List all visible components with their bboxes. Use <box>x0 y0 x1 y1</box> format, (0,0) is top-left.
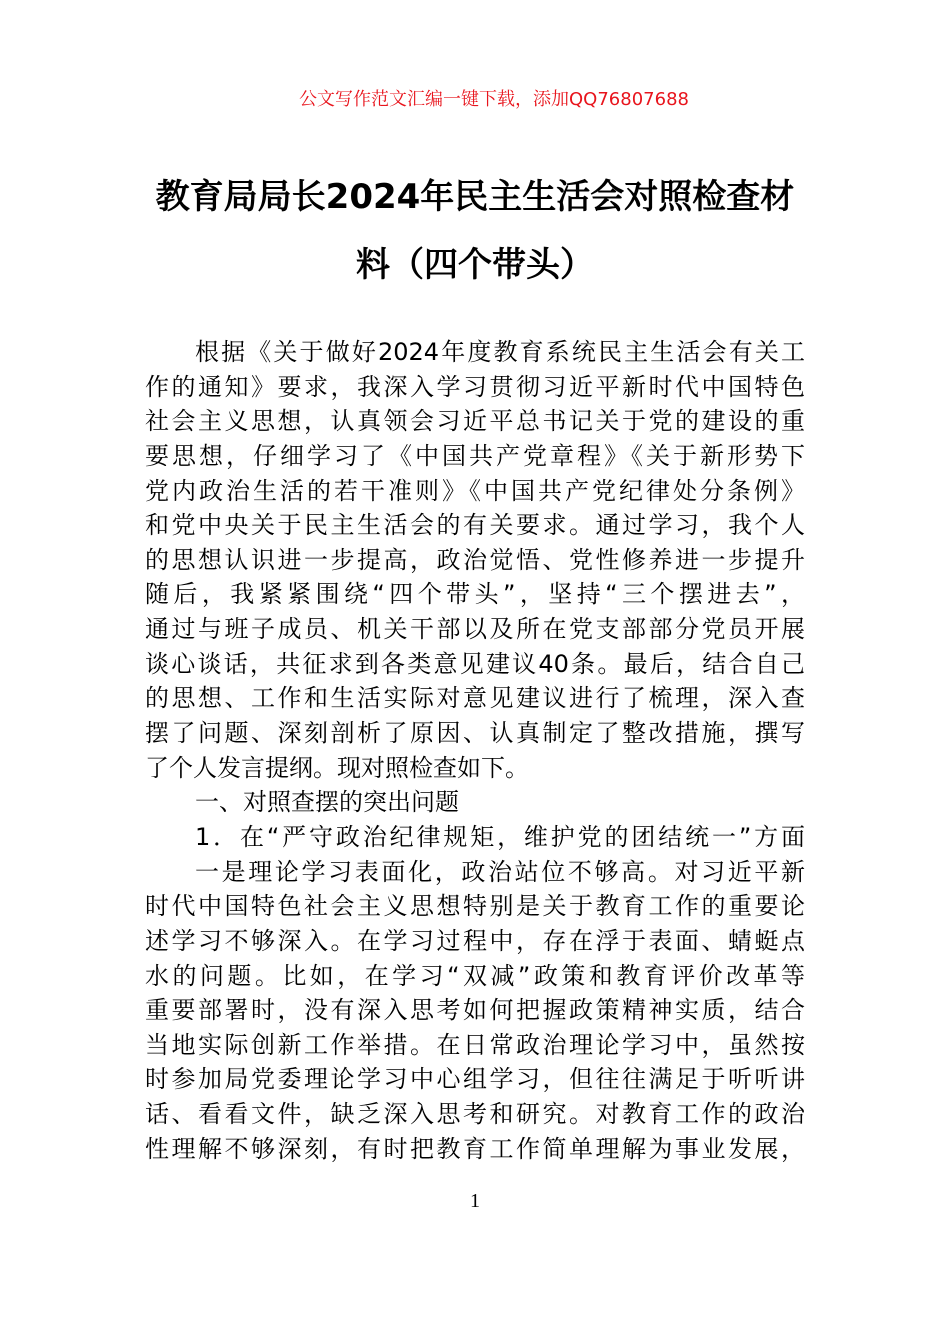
title-line-1: 教育局局长2024年民主生活会对照检查材 <box>155 177 795 217</box>
document-title <box>140 163 810 299</box>
text-line: 的思想认识进一步提高，政治觉悟、党性修养进一步提升 <box>145 545 805 574</box>
title-line-2: 料（四个带头） <box>356 245 594 285</box>
text-line: 一是理论学习表面化，政治站位不够高。对习近平新 <box>195 857 805 886</box>
text-line: 作的通知》要求，我深入学习贯彻习近平新时代中国特色 <box>145 372 805 401</box>
text-line: 党内政治生活的若干准则》《中国共产党纪律处分条例》 <box>145 476 805 505</box>
page-number: 1 <box>470 1190 480 1212</box>
text-line: 性理解不够深刻，有时把教育工作简单理解为事业发展， <box>145 1134 805 1163</box>
text-line: 话、看看文件，缺乏深入思考和研究。对教育工作的政治 <box>145 1100 805 1129</box>
text-line: 社会主义思想，认真领会习近平总书记关于党的建设的重 <box>145 407 805 436</box>
text-line: 重要部署时，没有深入思考如何把握政策精神实质，结合 <box>145 996 805 1025</box>
text-line: 随后，我紧紧围绕“四个带头”，坚持“三个摆进去”， <box>145 580 805 609</box>
text-line: 摆了问题、深刻剖析了原因、认真制定了整改措施，撰写 <box>145 719 805 748</box>
download-notice: 公文写作范文汇编一键下载，添加QQ76807688 <box>299 89 689 110</box>
text-line: 水的问题。比如，在学习“双减”政策和教育评价改革等 <box>145 961 805 990</box>
text-line: 谈心谈话，共征求到各类意见建议40条。最后，结合自己 <box>145 649 805 678</box>
document-body <box>145 335 805 1166</box>
text-line: 时参加局党委理论学习中心组学习，但往往满足于听听讲 <box>145 1065 805 1094</box>
text-line: 当地实际创新工作举措。在日常政治理论学习中，虽然按 <box>145 1030 805 1059</box>
text-line: 一、对照查摆的突出问题 <box>195 788 459 817</box>
text-line: 通过与班子成员、机关干部以及所在党支部部分党员开展 <box>145 615 805 644</box>
text-line: 根据《关于做好2024年度教育系统民主生活会有关工 <box>195 338 805 366</box>
text-line: 时代中国特色社会主义思想特别是关于教育工作的重要论 <box>145 892 805 921</box>
text-line: 和党中央关于民主生活会的有关要求。通过学习，我个人 <box>145 511 805 540</box>
text-line: 1．在“严守政治纪律规矩，维护党的团结统一”方面 <box>195 822 805 851</box>
text-line: 的思想、工作和生活实际对意见建议进行了梳理，深入查 <box>145 684 805 713</box>
text-line: 要思想，仔细学习了《中国共产党章程》《关于新形势下 <box>145 441 805 470</box>
text-line: 述学习不够深入。在学习过程中，存在浮于表面、蜻蜓点 <box>145 926 805 955</box>
text-line: 了个人发言提纲。现对照检查如下。 <box>145 753 529 782</box>
